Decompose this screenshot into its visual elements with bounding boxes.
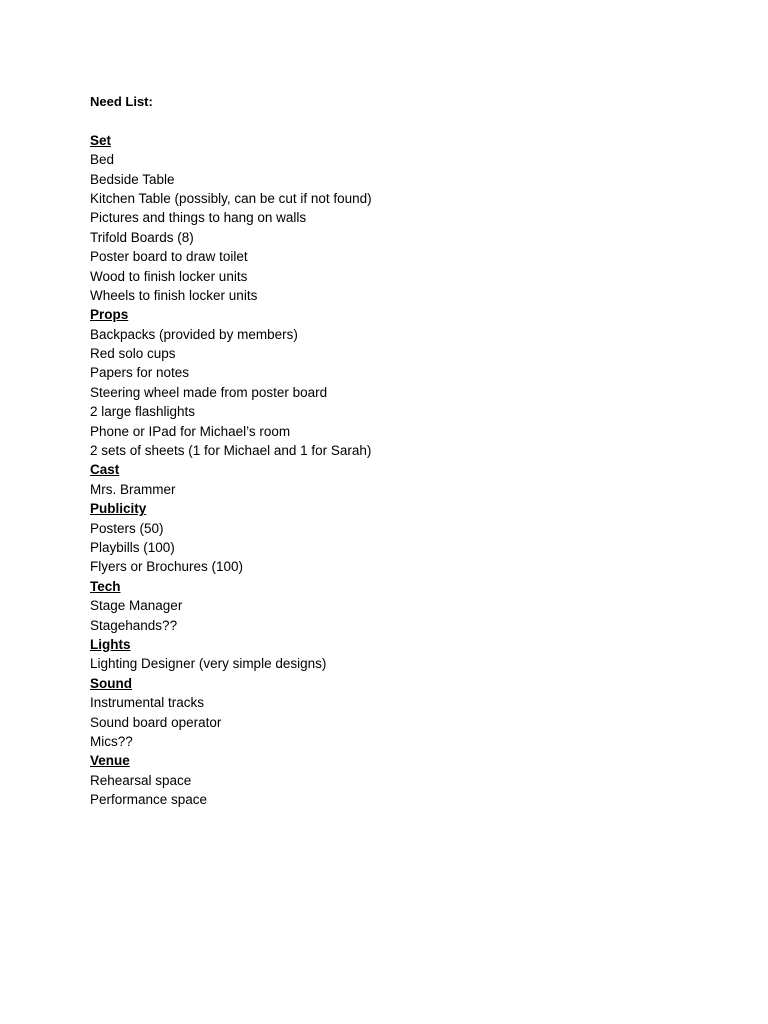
section-lights — [90, 635, 730, 674]
section-heading: Tech — [90, 578, 121, 594]
section-publicity — [90, 499, 730, 577]
section-tech — [90, 577, 730, 635]
list-item: 2 sets of sheets (1 for Michael and 1 for Sarah) — [90, 443, 372, 459]
section-heading: Publicity — [90, 501, 147, 517]
list-item: Wood to finish locker units — [90, 268, 248, 284]
blank-line — [90, 111, 730, 130]
document-page — [90, 92, 730, 809]
section-props — [90, 305, 730, 460]
section-heading: Sound — [90, 675, 132, 691]
need-list-sections — [90, 131, 730, 810]
list-item: Mics?? — [90, 733, 133, 749]
document-title: Need List: — [90, 94, 153, 109]
list-item: Papers for notes — [90, 365, 190, 381]
list-item: Bed — [90, 152, 115, 168]
section-heading: Cast — [90, 462, 120, 478]
section-heading: Lights — [90, 636, 131, 652]
section-sound — [90, 674, 730, 752]
list-item: Posters (50) — [90, 520, 164, 536]
list-item: Mrs. Brammer — [90, 481, 176, 497]
list-item: Phone or IPad for Michael’s room — [90, 423, 291, 439]
list-item: Pictures and things to hang on walls — [90, 210, 307, 226]
list-item: Poster board to draw toilet — [90, 249, 248, 265]
section-venue — [90, 751, 730, 809]
list-item: Playbills (100) — [90, 539, 175, 555]
section-cast — [90, 460, 730, 499]
list-item: Steering wheel made from poster board — [90, 384, 328, 400]
list-item: 2 large flashlights — [90, 404, 196, 420]
list-item: Red solo cups — [90, 346, 176, 362]
list-item: Stage Manager — [90, 598, 183, 614]
list-item: Bedside Table — [90, 171, 175, 187]
list-item: Lighting Designer (very simple designs) — [90, 656, 327, 672]
list-item: Sound board operator — [90, 714, 222, 730]
list-item: Wheels to finish locker units — [90, 287, 258, 303]
list-item: Kitchen Table (possibly, can be cut if not found) — [90, 190, 372, 206]
list-item: Flyers or Brochures (100) — [90, 559, 244, 575]
list-item: Stagehands?? — [90, 617, 178, 633]
list-item: Instrumental tracks — [90, 695, 205, 711]
section-heading: Set — [90, 132, 112, 148]
list-item: Trifold Boards (8) — [90, 229, 194, 245]
list-item: Performance space — [90, 792, 208, 808]
section-heading: Props — [90, 307, 129, 323]
section-set — [90, 131, 730, 306]
list-item: Rehearsal space — [90, 772, 192, 788]
section-heading: Venue — [90, 753, 130, 769]
list-item: Backpacks (provided by members) — [90, 326, 298, 342]
